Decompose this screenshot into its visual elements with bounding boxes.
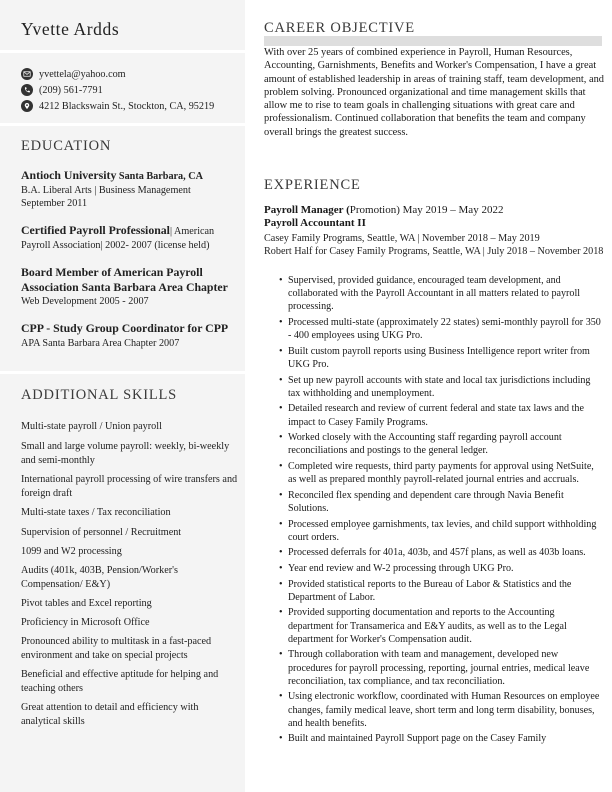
board-member-title: Board Member of American Payroll Association Santa Barbara Area Chapter	[21, 265, 228, 294]
experience-heading: EXPERIENCE	[264, 177, 361, 193]
skill-item: Pronounced ability to multitask in a fast-paced environment and take on special projects	[21, 636, 212, 661]
location-pin-icon	[21, 100, 33, 112]
employer-line: Robert Half for Casey Family Programs, Seattle, WA | July 2018 – November 2018	[264, 246, 604, 257]
objective-heading: CAREER OBJECTIVE	[264, 20, 415, 36]
bullet-item: • Using electronic workflow, coordinated with Human Resources on employee changes, family medical leave, short term and long term disability, bonuses, and health benefits.	[272, 690, 602, 730]
bullet-item: • Processed employee garnishments, tax levies, and child support withholding court orders.	[272, 518, 602, 544]
skill-item: 1099 and W2 processing	[21, 546, 122, 557]
bullet-item: • Provided supporting documentation and reports to the Accounting department for Transamerica and E&Y audits, as well as to the Legal department for Worker's Compensation audit.	[272, 606, 602, 646]
bullet-item: • Built and maintained Payroll Support page on the Casey Family	[272, 732, 602, 745]
role-dates: Promotion) May 2019 – May 2022	[349, 204, 504, 216]
bullet-item: • Built custom payroll reports using Business Intelligence report writer from UKG Pro.	[272, 345, 602, 371]
role-title-bold: Payroll Manager (	[264, 204, 350, 216]
skill-item: Multi-state payroll / Union payroll	[21, 421, 162, 432]
certification-detail: | American Payroll Association| 2002- 2007 (license held)	[21, 226, 215, 251]
education-item	[21, 169, 243, 211]
study-group-title: CPP - Study Group Coordinator for CPP	[21, 321, 229, 335]
phone-number[interactable]: (209) 561-7791	[39, 84, 103, 96]
bullet-item: • Processed deferrals for 401a, 403b, and 457f plans, as well as 403b loans.	[272, 546, 602, 559]
contact-phone	[21, 84, 103, 96]
objective-divider	[264, 36, 602, 46]
sidebar	[0, 0, 245, 792]
study-group-item	[21, 322, 243, 350]
bullet-item: • Processed multi-state (approximately 22 states) semi-monthly payroll for 350 - 400 employees using UKG Pro.	[272, 316, 602, 342]
certification-title: Certified Payroll Professional	[21, 223, 170, 237]
bullet-item: • Through collaboration with team and management, developed new procedures for payroll processing, reporting, journal entries, medical leave reconciliation, tax compliance, and tax reconciliation.	[272, 648, 602, 688]
email-link[interactable]: yvettela@yahoo.com	[39, 68, 126, 80]
skill-item: Beneficial and effective aptitude for helping and teaching others	[21, 669, 219, 694]
bullet-item: • Completed wire requests, third party payments for approval using NetSuite, as well as prepared monthly payroll-related journal entries and accruals.	[272, 460, 602, 486]
contact-address	[21, 100, 214, 112]
bullet-item: • Provided statistical reports to the Bureau of Labor & Statistics and the Department of Labor.	[272, 578, 602, 604]
board-member-detail: Web Development 2005 - 2007	[21, 296, 149, 307]
candidate-name: Yvette Ardds	[21, 19, 120, 39]
objective-text: With over 25 years of combined experience in Payroll, Human Resources, Accounting, Garnishments, Benefits and Worker's Compensation, I have a great amount of established leadership in areas of training staff, team development, and problem solving. Pronounced organizational and time management skills that allow me to rise to team goals in challenging situations with great care and professionalism. Continued collaboration that benefits the team and company overall brings the greatest success.	[264, 47, 604, 138]
board-member-item	[21, 266, 243, 309]
phone-icon	[21, 84, 33, 96]
employer-line: Casey Family Programs, Seattle, WA | November 2018 – May 2019	[264, 233, 540, 244]
education-degree: B.A. Liberal Arts | Business Management	[21, 184, 191, 196]
skill-item: Audits (401k, 403B, Pension/Worker's Compensation/ E&Y)	[21, 565, 178, 590]
bullet-item: • Worked closely with the Accounting staff regarding payroll account reconciliations and postings to the general ledger.	[272, 431, 602, 457]
bullet-item: • Reconciled flex spending and dependent care through Navia Benefit Solutions.	[272, 489, 602, 515]
role-title-accountant-text: Payroll Accountant II	[264, 217, 366, 229]
education-heading: EDUCATION	[21, 138, 112, 154]
certification-item	[21, 224, 243, 252]
bullet-item: • Supervised, provided guidance, encouraged team development, and collaborated with the Payroll Accountant in all matters related to payroll processing.	[272, 274, 602, 314]
role-title-accountant	[264, 217, 366, 229]
bullet-item: • Detailed research and review of current federal and state tax laws and the impact to Casey Family Programs.	[272, 402, 602, 428]
role-title-manager	[264, 204, 503, 216]
education-location: Santa Barbara, CA	[116, 171, 203, 182]
skill-item: Small and large volume payroll: weekly, bi-weekly and semi-monthly	[21, 441, 230, 466]
experience-bullets	[272, 274, 602, 748]
contact-email	[21, 68, 126, 80]
skill-item: Supervision of personnel / Recruitment	[21, 527, 182, 538]
education-date: September 2011	[21, 198, 88, 209]
envelope-icon	[21, 68, 33, 80]
address-text: 4212 Blackswain St., Stockton, CA, 95219	[39, 100, 215, 112]
bullet-item: • Set up new payroll accounts with state and local tax jurisdictions including tax withholding and unemployment.	[272, 374, 602, 400]
study-group-detail: APA Santa Barbara Area Chapter 2007	[21, 337, 180, 349]
skill-item: Multi-state taxes / Tax reconciliation	[21, 507, 171, 518]
education-title: Antioch University	[21, 168, 117, 182]
skills-heading: ADDITIONAL SKILLS	[21, 387, 178, 403]
skill-item: Proficiency in Microsoft Office	[21, 617, 150, 628]
bullet-item: • Year end review and W-2 processing through UKG Pro.	[272, 562, 602, 575]
skill-item: Pivot tables and Excel reporting	[21, 598, 152, 609]
skill-item: Great attention to detail and efficiency with analytical skills	[21, 702, 199, 727]
skill-item: International payroll processing of wire transfers and foreign draft	[21, 474, 238, 499]
